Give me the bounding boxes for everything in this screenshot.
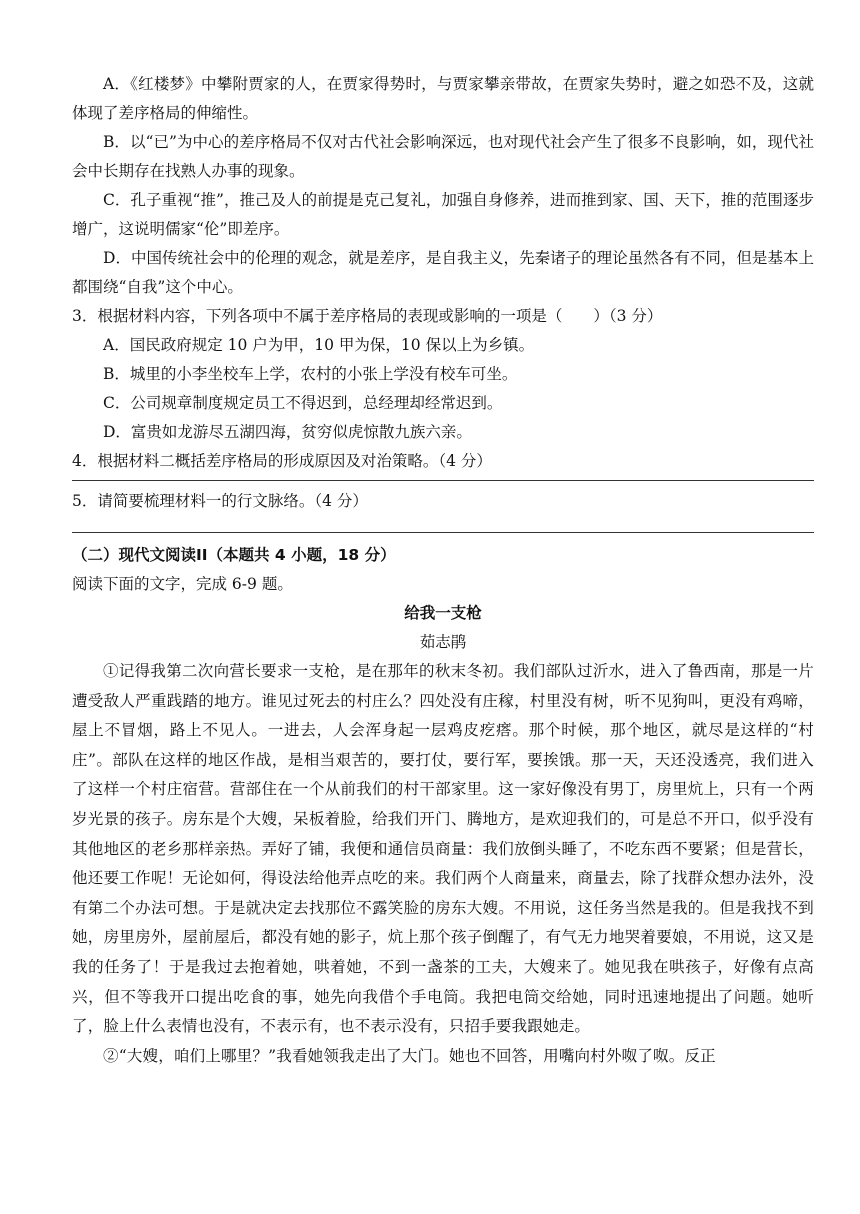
question-3-option-a: A．国民政府规定 10 户为甲，10 甲为保，10 保以上为乡镇。 <box>103 336 535 354</box>
story-title: 给我一支枪 <box>404 604 482 622</box>
question-3-stem: 3．根据材料内容，下列各项中不属于差序格局的表现或影响的一项是（ ）（3 分） <box>72 307 663 325</box>
prev-options <box>72 70 814 302</box>
question-3-option-c: C．公司规章制度规定员工不得迟到，总经理却经常迟到。 <box>103 394 503 412</box>
question-5: 5．请简要梳理材料一的行文脉络。（4 分） <box>72 492 368 510</box>
option-c-prev: C．孔子重视“推”，推己及人的前提是克己复礼，加强自身修养，进而推到家、国、天下，推的范围逐步增广，这说明儒家“伦”即差序。 <box>72 191 814 238</box>
option-b-prev: B．以“已”为中心的差序格局不仅对古代社会影响深远，也对现代社会产生了很多不良影响，如，现代社会中长期存在找熟人办事的现象。 <box>72 133 814 180</box>
question-3-option-b: B．城里的小李坐校车上学，农村的小张上学没有校车可坐。 <box>103 365 518 383</box>
section-heading: （二）现代文阅读II（本题共 4 小题，18 分） <box>72 546 396 564</box>
story-paragraph-2: ②“大嫂，咱们上哪里？”我看她领我走出了大门。她也不回答，用嘴向村外呶了呶。反正 <box>103 1046 716 1065</box>
section-instruction: 阅读下面的文字，完成 6-9 题。 <box>72 575 293 593</box>
exam-page <box>72 70 814 1071</box>
option-a-prev: A．《红楼梦》中攀附贾家的人，在贾家得势时，与贾家攀亲带故，在贾家失势时，避之如恐不及，这就体现了差序格局的伸缩性。 <box>72 75 814 122</box>
story-paragraph-1: ①记得我第二次向营长要求一支枪，是在那年的秋末冬初。我们部队过沂水，进入了鲁西南，那是一片遭受敌人严重践踏的地方。谁见过死去的村庄么？四处没有庄稼，村里没有树，听不见狗叫，更没有鸡啼，屋上不冒烟，路上不见人。一进去，人会浑身起一层鸡皮疙瘩。那个时候，那个地区，就尽是这样的“村庄”。部队在这样的地区作战，是相当艰苦的，要打仗，要行军，要挨饿。那一天，天还没透亮，我们进入了这样一个村庄宿营。营部住在一个从前我们的村干部家里。这一家好像没有男丁，房里炕上，只有一个两岁光景的孩子。房东是个大嫂，呆板着脸，给我们开门、腾地方，是欢迎我们的，可是总不开口，似乎没有其他地区的老乡那样亲热。弄好了铺，我便和通信员商量：我们放倒头睡了，不吃东西不要紧；但是营长，他还要工作呢！无论如何，得设法给他弄点吃的来。我们两个人商量来，商量去，除了找群众想办法外，没有第二个办法可想。于是就决定去找那位不露笑脸的房东大嫂。不用说，这任务当然是我的。但是我找不到她，房里房外，屋前屋后，都没有她的影子，炕上那个孩子倒醒了，有气无力地哭着要娘，不用说，这又是我的任务了！于是我过去抱着她，哄着她，不到一盏茶的工夫，大嫂来了。她见我在哄孩子，好像有点高兴，但不等我开口提出吃食的事，她先向我借个手电筒。我把电筒交给她，同时迅速地提出了问题。她听了，脸上什么表情也没有，不表示有，也不表示没有，只招手要我跟她走。 <box>72 662 814 1036</box>
option-d-prev: D．中国传统社会中的伦理的观念，就是差序，是自我主义，先秦诸子的理论虽然各有不同，但是基本上都围绕“自我”这个中心。 <box>72 249 814 296</box>
question-4: 4．根据材料二概括差序格局的形成原因及对治策略。（4 分） <box>72 452 492 470</box>
story-author: 茹志鹃 <box>419 633 467 651</box>
question-3-option-d: D．富贵如龙游尽五湖四海，贫穷似虎惊散九族六亲。 <box>103 423 472 441</box>
